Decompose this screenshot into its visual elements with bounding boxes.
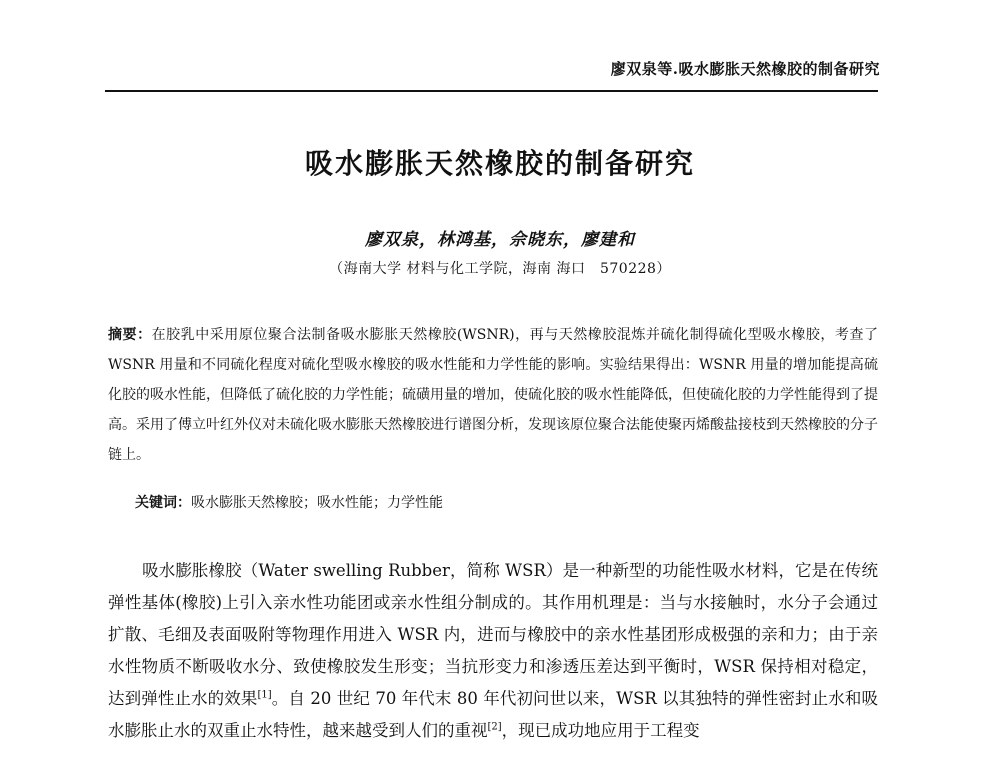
keywords bbox=[135, 493, 443, 513]
article-title: 吸水膨胀天然橡胶的制备研究 bbox=[304, 147, 695, 180]
body-paragraph bbox=[108, 555, 878, 747]
keywords-text: 吸水膨胀天然橡胶；吸水性能；力学性能 bbox=[191, 495, 443, 511]
abstract-label: 摘要： bbox=[108, 327, 152, 343]
author-list: 廖双泉，林鸿基，佘晓东，廖建和 bbox=[365, 230, 635, 250]
abstract-text: 在胶乳中采用原位聚合法制备吸水膨胀天然橡胶(WSNR)，再与天然橡胶混炼并硫化制得硫化型吸水橡胶，考查了 WSNR 用量和不同硫化程度对硫化型吸水橡胶的吸水性能和力学性能的影响。实验结果得出：WSNR 用量的增加能提高硫化胶的吸水性能，但降低了硫化胶的力学性能；硫磺用量的增加，使硫化胶的吸水性能降低，但使硫化胶的力学性能得到了提高。采用了傅立叶红外仪对未硫化吸水膨胀天然橡胶进行谱图分析，发现该原位聚合法能使聚丙烯酸盐接枝到天然橡胶的分子链上。 bbox=[108, 327, 879, 463]
body-text-part3: ，现已成功地应用于工程变 bbox=[501, 721, 700, 740]
affiliation: （海南大学 材料与化工学院，海南 海口 570228） bbox=[329, 261, 671, 277]
body-text-part1: 吸水膨胀橡胶（Water swelling Rubber，简称 WSR）是一种新型的功能性吸水材料，它是在传统弹性基体(橡胶)上引入亲水性功能团或亲水性组分制成的。其作用机理是：当与水接触时，水分子会通过扩散、毛细及表面吸附等物理作用进入 WSR 内，进而与橡胶中的亲水性基团形成极强的亲和力；由于亲水性物质不断吸收水分、致使橡胶发生形变；当抗形变力和渗透压差达到平衡时，WSR 保持相对稳定，达到弹性止水的效果 bbox=[108, 561, 878, 708]
abstract bbox=[108, 320, 878, 470]
citation-2[interactable]: [2] bbox=[487, 721, 502, 733]
header-rule bbox=[105, 90, 878, 92]
citation-1[interactable]: [1] bbox=[257, 689, 272, 701]
running-head: 廖双泉等.吸水膨胀天然橡胶的制备研究 bbox=[610, 60, 880, 78]
keywords-label: 关键词： bbox=[135, 495, 191, 511]
body-text-part2: 。自 20 世纪 70 年代末 80 年代初问世以来，WSR 以其独特的弹性密封止水和吸水膨胀止水的双重止水特性，越来越受到人们的重视 bbox=[108, 689, 879, 740]
